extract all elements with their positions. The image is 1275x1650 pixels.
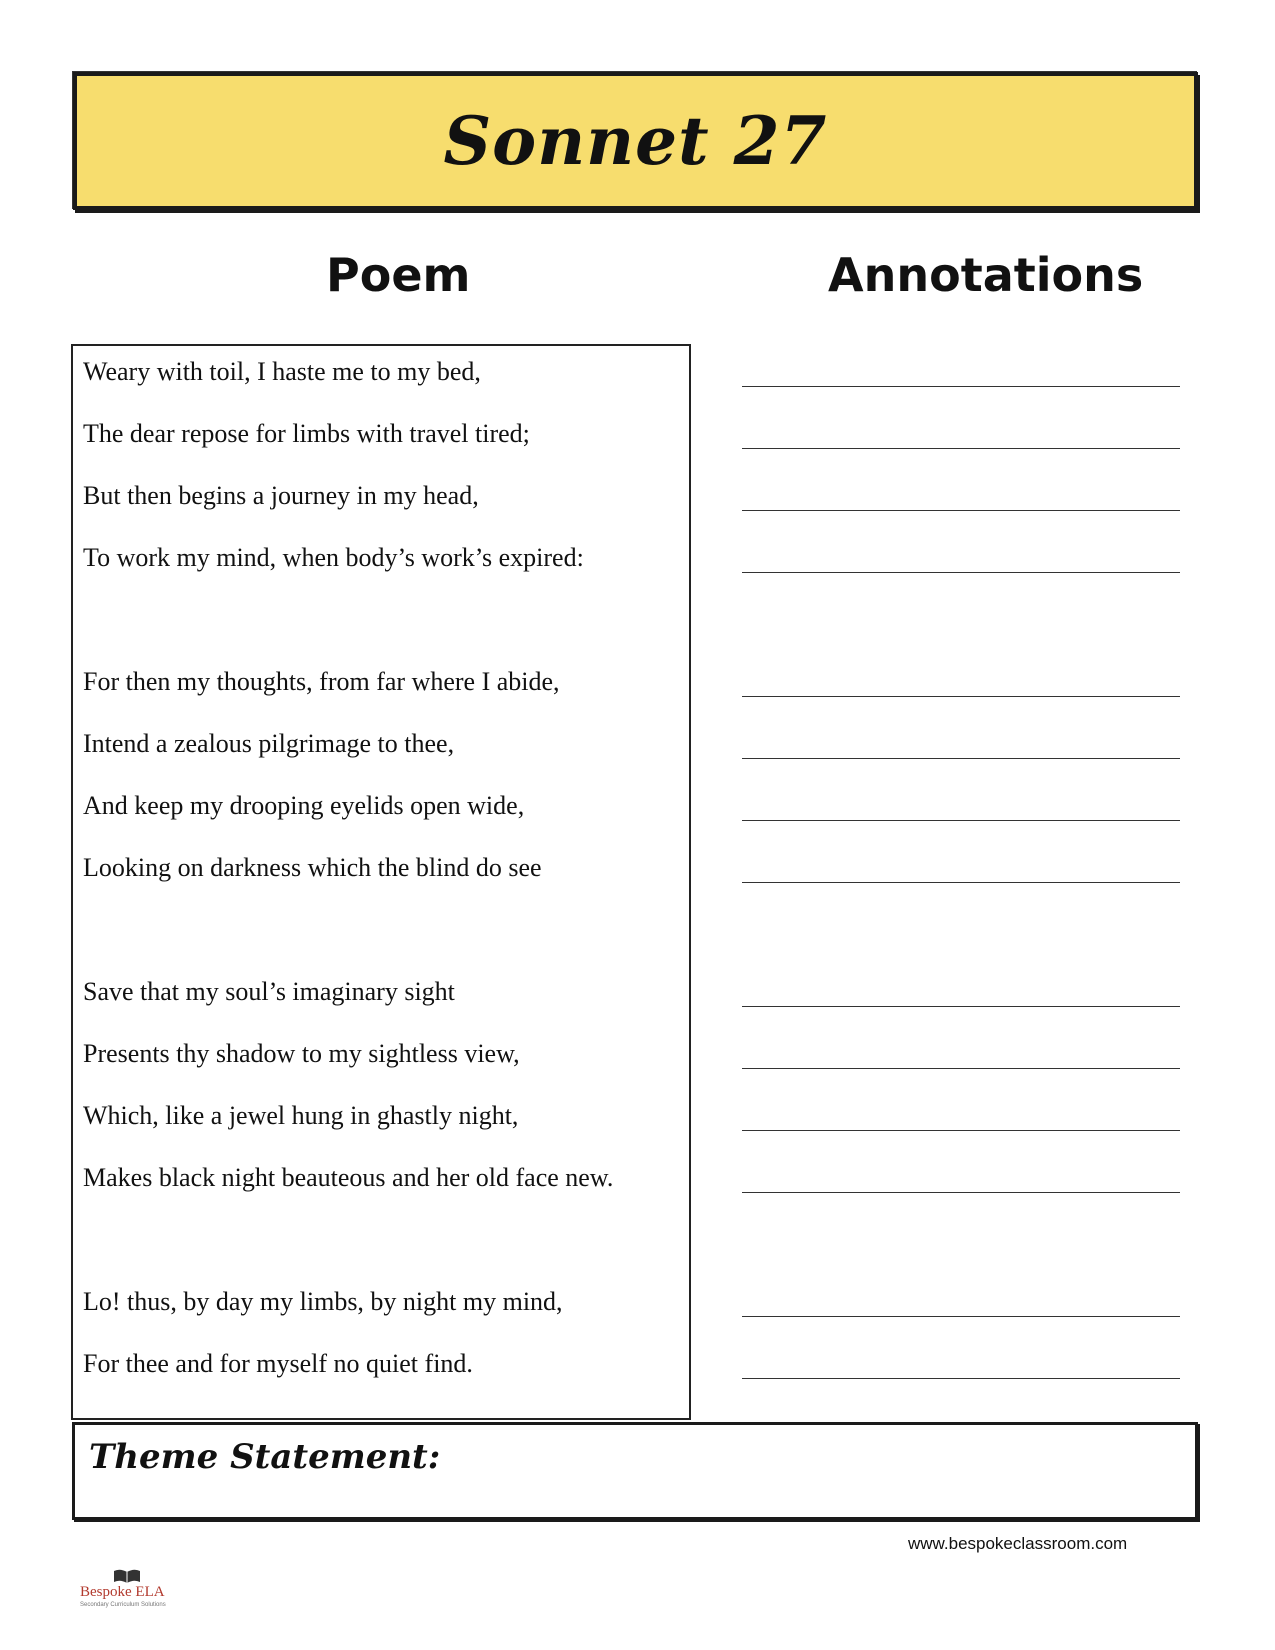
poem-line: Makes black night beauteous and her old face new. [83,1163,614,1192]
logo-name: Bespoke ELA [80,1584,165,1600]
annotation-line[interactable] [742,448,1180,449]
poem-heading: Poem [326,248,471,302]
theme-statement-box[interactable] [72,1422,1198,1520]
annotation-line[interactable] [742,572,1180,573]
annotation-line[interactable] [742,882,1180,883]
website-url: www.bespokeclassroom.com [908,1534,1128,1553]
poem-line: The dear repose for limbs with travel tired; [83,419,530,448]
poem-line: And keep my drooping eyelids open wide, [83,791,525,820]
annotation-line[interactable] [742,386,1180,387]
poem-line: But then begins a journey in my head, [83,481,479,510]
annotation-line[interactable] [742,696,1180,697]
bespoke-ela-logo [80,1568,180,1608]
poem-line: Looking on darkness which the blind do see [83,853,542,882]
annotation-line[interactable] [742,510,1180,511]
book-icon [112,1568,142,1584]
poem-line: To work my mind, when body’s work’s expired: [83,543,584,572]
annotation-line[interactable] [742,758,1180,759]
annotation-line[interactable] [742,820,1180,821]
annotation-line[interactable] [742,1006,1180,1007]
annotation-line[interactable] [742,1130,1180,1131]
annotation-line[interactable] [742,1068,1180,1069]
poem-line: Lo! thus, by day my limbs, by night my mind, [83,1287,563,1316]
poem-line: Intend a zealous pilgrimage to thee, [83,729,455,758]
annotation-line[interactable] [742,1316,1180,1317]
title-banner [73,72,1198,210]
poem-line: For then my thoughts, from far where I abide, [83,667,560,696]
poem-line: Which, like a jewel hung in ghastly night, [83,1101,519,1130]
annotations-heading: Annotations [828,248,1144,302]
poem-line: Presents thy shadow to my sightless view, [83,1039,520,1068]
poem-line: For thee and for myself no quiet find. [83,1349,473,1378]
poem-line: Save that my soul’s imaginary sight [83,977,455,1006]
annotation-line[interactable] [742,1192,1180,1193]
theme-statement-label: Theme Statement: [89,1437,441,1477]
page-title: Sonnet 27 [443,102,828,180]
poem-line: Weary with toil, I haste me to my bed, [83,357,481,386]
logo-tagline: Secondary Curriculum Solutions [80,1602,166,1608]
annotation-line[interactable] [742,1378,1180,1379]
